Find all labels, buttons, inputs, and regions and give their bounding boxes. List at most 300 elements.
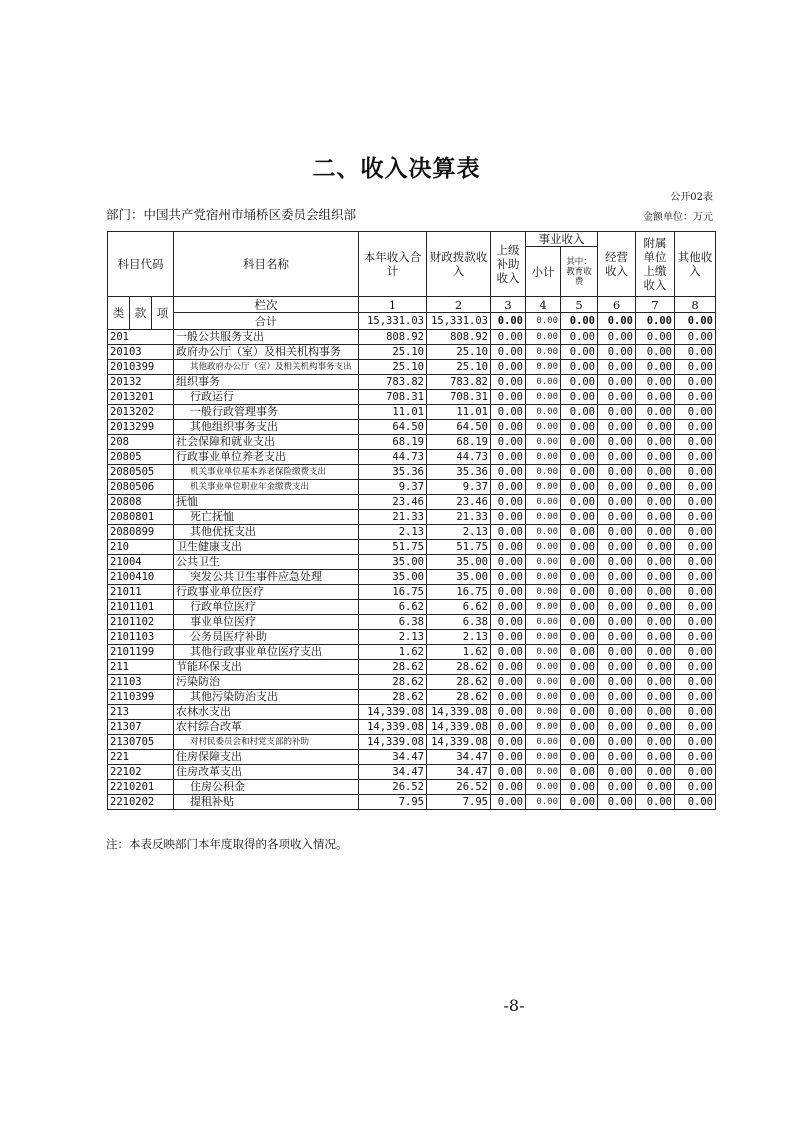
- row-fiscal: 34.47: [427, 750, 491, 765]
- row-superior: 0.00: [491, 705, 526, 720]
- table-row: [108, 645, 716, 660]
- row-affiliated: 0.00: [636, 750, 675, 765]
- header-other: 其他收入: [675, 232, 716, 297]
- row-affiliated: 0.00: [636, 765, 675, 780]
- row-education-fee: 0.00: [561, 735, 598, 750]
- row-name: 行政事业单位养老支出: [174, 450, 359, 465]
- row-name: 对村民委员会和村党支部的补助: [174, 735, 359, 750]
- row-operating: 0.00: [598, 450, 636, 465]
- row-education-fee: 0.00: [561, 585, 598, 600]
- header-fiscal: 财政拨款收入: [427, 232, 491, 297]
- row-other: 0.00: [675, 510, 716, 525]
- row-total: 783.82: [359, 375, 427, 390]
- row-fiscal: 35.36: [427, 465, 491, 480]
- row-total: 9.37: [359, 480, 427, 495]
- row-subtotal: 0.00: [526, 540, 561, 555]
- row-fiscal: 28.62: [427, 675, 491, 690]
- col-num: 6: [598, 297, 636, 313]
- row-other: 0.00: [675, 675, 716, 690]
- row-total: 28.62: [359, 675, 427, 690]
- row-code: 201: [108, 330, 174, 345]
- row-other: 0.00: [675, 645, 716, 660]
- row-code: 2013202: [108, 405, 174, 420]
- row-superior: 0.00: [491, 720, 526, 735]
- row-total: 16.75: [359, 585, 427, 600]
- row-education-fee: 0.00: [561, 690, 598, 705]
- row-superior: 0.00: [491, 360, 526, 375]
- summary-operating: 0.00: [598, 313, 636, 330]
- row-name: 行政运行: [174, 390, 359, 405]
- summary-subtotal: 0.00: [526, 313, 561, 330]
- table-row: [108, 765, 716, 780]
- row-operating: 0.00: [598, 765, 636, 780]
- row-code: 2010399: [108, 360, 174, 375]
- summary-superior: 0.00: [491, 313, 526, 330]
- row-code: 208: [108, 435, 174, 450]
- row-other: 0.00: [675, 540, 716, 555]
- row-education-fee: 0.00: [561, 720, 598, 735]
- row-affiliated: 0.00: [636, 345, 675, 360]
- row-name: 住房保障支出: [174, 750, 359, 765]
- row-name: 节能环保支出: [174, 660, 359, 675]
- row-subtotal: 0.00: [526, 645, 561, 660]
- row-fiscal: 6.38: [427, 615, 491, 630]
- row-total: 14,339.08: [359, 735, 427, 750]
- row-superior: 0.00: [491, 465, 526, 480]
- table-note: 注：本表反映部门本年度取得的各项收入情况。: [106, 837, 348, 851]
- table-row: [108, 345, 716, 360]
- row-name: 提租补贴: [174, 795, 359, 810]
- table-row: [108, 330, 716, 345]
- row-operating: 0.00: [598, 435, 636, 450]
- row-name: 一般公共服务支出: [174, 330, 359, 345]
- row-name: 社会保障和就业支出: [174, 435, 359, 450]
- row-fiscal: 7.95: [427, 795, 491, 810]
- table-row: [108, 360, 716, 375]
- row-affiliated: 0.00: [636, 795, 675, 810]
- table-row: [108, 630, 716, 645]
- row-education-fee: 0.00: [561, 375, 598, 390]
- row-subtotal: 0.00: [526, 345, 561, 360]
- row-fiscal: 808.92: [427, 330, 491, 345]
- page-number: -8-: [503, 996, 525, 1015]
- row-other: 0.00: [675, 795, 716, 810]
- table-row: [108, 525, 716, 540]
- table-row: [108, 465, 716, 480]
- summary-label: 合计: [174, 313, 359, 330]
- row-superior: 0.00: [491, 645, 526, 660]
- row-superior: 0.00: [491, 615, 526, 630]
- row-other: 0.00: [675, 750, 716, 765]
- table-row: [108, 480, 716, 495]
- row-operating: 0.00: [598, 360, 636, 375]
- header-item: 项: [152, 297, 174, 330]
- row-total: 35.00: [359, 570, 427, 585]
- row-name: 其他政府办公厅（室）及相关机构事务支出: [174, 360, 359, 375]
- row-superior: 0.00: [491, 570, 526, 585]
- row-superior: 0.00: [491, 585, 526, 600]
- table-row: [108, 540, 716, 555]
- row-affiliated: 0.00: [636, 360, 675, 375]
- row-education-fee: 0.00: [561, 450, 598, 465]
- row-education-fee: 0.00: [561, 480, 598, 495]
- row-affiliated: 0.00: [636, 405, 675, 420]
- row-education-fee: 0.00: [561, 465, 598, 480]
- row-total: 26.52: [359, 780, 427, 795]
- row-code: 2210202: [108, 795, 174, 810]
- row-code: 2101101: [108, 600, 174, 615]
- row-fiscal: 11.01: [427, 405, 491, 420]
- row-total: 2.13: [359, 630, 427, 645]
- row-code: 21004: [108, 555, 174, 570]
- row-other: 0.00: [675, 465, 716, 480]
- header-operating: 经营收入: [598, 232, 636, 297]
- row-subtotal: 0.00: [526, 600, 561, 615]
- row-fiscal: 708.31: [427, 390, 491, 405]
- row-affiliated: 0.00: [636, 450, 675, 465]
- row-name: 住房公积金: [174, 780, 359, 795]
- row-total: 1.62: [359, 645, 427, 660]
- row-total: 21.33: [359, 510, 427, 525]
- table-row: [108, 675, 716, 690]
- row-code: 2080506: [108, 480, 174, 495]
- row-superior: 0.00: [491, 735, 526, 750]
- row-superior: 0.00: [491, 795, 526, 810]
- row-code: 213: [108, 705, 174, 720]
- row-operating: 0.00: [598, 480, 636, 495]
- row-other: 0.00: [675, 525, 716, 540]
- row-operating: 0.00: [598, 690, 636, 705]
- row-name: 死亡抚恤: [174, 510, 359, 525]
- row-code: 2210201: [108, 780, 174, 795]
- row-operating: 0.00: [598, 795, 636, 810]
- row-education-fee: 0.00: [561, 435, 598, 450]
- row-other: 0.00: [675, 705, 716, 720]
- table-row: [108, 495, 716, 510]
- row-subtotal: 0.00: [526, 495, 561, 510]
- col-num: 3: [491, 297, 526, 313]
- row-subtotal: 0.00: [526, 750, 561, 765]
- row-other: 0.00: [675, 345, 716, 360]
- row-fiscal: 1.62: [427, 645, 491, 660]
- row-total: 64.50: [359, 420, 427, 435]
- row-operating: 0.00: [598, 660, 636, 675]
- row-total: 808.92: [359, 330, 427, 345]
- row-other: 0.00: [675, 450, 716, 465]
- row-operating: 0.00: [598, 555, 636, 570]
- table-row: [108, 795, 716, 810]
- row-superior: 0.00: [491, 555, 526, 570]
- row-subtotal: 0.00: [526, 375, 561, 390]
- row-operating: 0.00: [598, 345, 636, 360]
- row-education-fee: 0.00: [561, 765, 598, 780]
- row-operating: 0.00: [598, 390, 636, 405]
- table-row: [108, 750, 716, 765]
- row-other: 0.00: [675, 660, 716, 675]
- row-subtotal: 0.00: [526, 615, 561, 630]
- row-name: 其他污染防治支出: [174, 690, 359, 705]
- row-affiliated: 0.00: [636, 735, 675, 750]
- row-name: 组织事务: [174, 375, 359, 390]
- row-total: 68.19: [359, 435, 427, 450]
- row-operating: 0.00: [598, 615, 636, 630]
- row-education-fee: 0.00: [561, 525, 598, 540]
- row-affiliated: 0.00: [636, 600, 675, 615]
- row-total: 7.95: [359, 795, 427, 810]
- row-fiscal: 26.52: [427, 780, 491, 795]
- income-table: [107, 231, 716, 810]
- summary-education-fee: 0.00: [561, 313, 598, 330]
- row-code: 2110399: [108, 690, 174, 705]
- row-affiliated: 0.00: [636, 555, 675, 570]
- row-other: 0.00: [675, 570, 716, 585]
- row-affiliated: 0.00: [636, 720, 675, 735]
- row-name: 其他优抚支出: [174, 525, 359, 540]
- row-affiliated: 0.00: [636, 480, 675, 495]
- row-operating: 0.00: [598, 540, 636, 555]
- row-other: 0.00: [675, 585, 716, 600]
- row-other: 0.00: [675, 765, 716, 780]
- row-superior: 0.00: [491, 495, 526, 510]
- row-superior: 0.00: [491, 780, 526, 795]
- row-affiliated: 0.00: [636, 525, 675, 540]
- row-fiscal: 25.10: [427, 345, 491, 360]
- row-operating: 0.00: [598, 645, 636, 660]
- row-code: 20103: [108, 345, 174, 360]
- row-subtotal: 0.00: [526, 510, 561, 525]
- row-operating: 0.00: [598, 585, 636, 600]
- row-code: 2101102: [108, 615, 174, 630]
- col-num: 8: [675, 297, 716, 313]
- row-name: 机关事业单位基本养老保险缴费支出: [174, 465, 359, 480]
- table-row: [108, 660, 716, 675]
- row-operating: 0.00: [598, 405, 636, 420]
- row-subtotal: 0.00: [526, 675, 561, 690]
- col-num: 5: [561, 297, 598, 313]
- table-row: [108, 780, 716, 795]
- header-subtotal: 小计: [526, 247, 561, 297]
- row-name: 卫生健康支出: [174, 540, 359, 555]
- row-other: 0.00: [675, 720, 716, 735]
- row-other: 0.00: [675, 600, 716, 615]
- row-education-fee: 0.00: [561, 600, 598, 615]
- header-category: 类: [108, 297, 130, 330]
- row-fiscal: 21.33: [427, 510, 491, 525]
- row-fiscal: 25.10: [427, 360, 491, 375]
- row-total: 6.62: [359, 600, 427, 615]
- row-operating: 0.00: [598, 465, 636, 480]
- row-name: 农村综合改革: [174, 720, 359, 735]
- row-total: 25.10: [359, 360, 427, 375]
- row-superior: 0.00: [491, 375, 526, 390]
- row-total: 51.75: [359, 540, 427, 555]
- row-operating: 0.00: [598, 330, 636, 345]
- row-operating: 0.00: [598, 735, 636, 750]
- row-other: 0.00: [675, 375, 716, 390]
- row-fiscal: 14,339.08: [427, 720, 491, 735]
- row-superior: 0.00: [491, 420, 526, 435]
- row-total: 28.62: [359, 660, 427, 675]
- table-row: [108, 420, 716, 435]
- row-superior: 0.00: [491, 630, 526, 645]
- row-code: 2080801: [108, 510, 174, 525]
- row-name: 事业单位医疗: [174, 615, 359, 630]
- row-code: 2080899: [108, 525, 174, 540]
- row-affiliated: 0.00: [636, 540, 675, 555]
- summary-total: 15,331.03: [359, 313, 427, 330]
- row-superior: 0.00: [491, 510, 526, 525]
- row-other: 0.00: [675, 555, 716, 570]
- row-subtotal: 0.00: [526, 735, 561, 750]
- row-education-fee: 0.00: [561, 420, 598, 435]
- row-superior: 0.00: [491, 750, 526, 765]
- row-superior: 0.00: [491, 540, 526, 555]
- row-subtotal: 0.00: [526, 690, 561, 705]
- row-fiscal: 44.73: [427, 450, 491, 465]
- row-subtotal: 0.00: [526, 795, 561, 810]
- row-operating: 0.00: [598, 675, 636, 690]
- row-operating: 0.00: [598, 375, 636, 390]
- row-subtotal: 0.00: [526, 420, 561, 435]
- table-row: [108, 435, 716, 450]
- row-fiscal: 2.13: [427, 525, 491, 540]
- summary-row: [108, 313, 716, 330]
- page-title: 二、收入决算表: [312, 155, 481, 182]
- row-education-fee: 0.00: [561, 555, 598, 570]
- row-total: 11.01: [359, 405, 427, 420]
- row-total: 25.10: [359, 345, 427, 360]
- row-name: 行政单位医疗: [174, 600, 359, 615]
- row-education-fee: 0.00: [561, 705, 598, 720]
- row-education-fee: 0.00: [561, 675, 598, 690]
- row-education-fee: 0.00: [561, 345, 598, 360]
- department-label: 部门：中国共产党宿州市埇桥区委员会组织部: [106, 207, 357, 222]
- table-row: [108, 600, 716, 615]
- row-affiliated: 0.00: [636, 615, 675, 630]
- row-total: 708.31: [359, 390, 427, 405]
- row-name: 农林水支出: [174, 705, 359, 720]
- row-name: 公共卫生: [174, 555, 359, 570]
- table-row: [108, 585, 716, 600]
- row-subtotal: 0.00: [526, 465, 561, 480]
- row-other: 0.00: [675, 780, 716, 795]
- row-affiliated: 0.00: [636, 465, 675, 480]
- row-code: 2101103: [108, 630, 174, 645]
- header-superior: 上级补助收入: [491, 232, 526, 297]
- row-education-fee: 0.00: [561, 405, 598, 420]
- row-affiliated: 0.00: [636, 390, 675, 405]
- row-superior: 0.00: [491, 525, 526, 540]
- row-name: 住房改革支出: [174, 765, 359, 780]
- header-education-fee: 其中：教育收费: [561, 247, 598, 297]
- row-operating: 0.00: [598, 420, 636, 435]
- row-code: 2080505: [108, 465, 174, 480]
- row-subtotal: 0.00: [526, 555, 561, 570]
- row-education-fee: 0.00: [561, 540, 598, 555]
- row-operating: 0.00: [598, 495, 636, 510]
- row-other: 0.00: [675, 495, 716, 510]
- header-subject-code: 科目代码: [108, 232, 174, 297]
- row-code: 20808: [108, 495, 174, 510]
- table-row: [108, 720, 716, 735]
- row-subtotal: 0.00: [526, 435, 561, 450]
- row-education-fee: 0.00: [561, 360, 598, 375]
- row-name: 其他组织事务支出: [174, 420, 359, 435]
- row-other: 0.00: [675, 480, 716, 495]
- row-operating: 0.00: [598, 570, 636, 585]
- row-operating: 0.00: [598, 510, 636, 525]
- table-row: [108, 390, 716, 405]
- row-code: 2013299: [108, 420, 174, 435]
- row-superior: 0.00: [491, 345, 526, 360]
- table-row: [108, 690, 716, 705]
- col-num: 2: [427, 297, 491, 313]
- row-total: 34.47: [359, 750, 427, 765]
- row-education-fee: 0.00: [561, 570, 598, 585]
- amount-unit: 金额单位：万元: [643, 212, 713, 223]
- row-fiscal: 6.62: [427, 600, 491, 615]
- row-name: 其他行政事业单位医疗支出: [174, 645, 359, 660]
- row-superior: 0.00: [491, 765, 526, 780]
- row-total: 2.13: [359, 525, 427, 540]
- row-affiliated: 0.00: [636, 375, 675, 390]
- row-education-fee: 0.00: [561, 330, 598, 345]
- row-education-fee: 0.00: [561, 630, 598, 645]
- table-row: [108, 510, 716, 525]
- row-subtotal: 0.00: [526, 780, 561, 795]
- row-operating: 0.00: [598, 780, 636, 795]
- row-superior: 0.00: [491, 330, 526, 345]
- header-business: 事业收入: [526, 232, 598, 247]
- row-fiscal: 9.37: [427, 480, 491, 495]
- row-code: 2101199: [108, 645, 174, 660]
- row-affiliated: 0.00: [636, 585, 675, 600]
- row-name: 突发公共卫生事件应急处理: [174, 570, 359, 585]
- row-superior: 0.00: [491, 600, 526, 615]
- row-education-fee: 0.00: [561, 780, 598, 795]
- table-row: [108, 450, 716, 465]
- row-subtotal: 0.00: [526, 585, 561, 600]
- row-operating: 0.00: [598, 720, 636, 735]
- row-fiscal: 783.82: [427, 375, 491, 390]
- row-education-fee: 0.00: [561, 615, 598, 630]
- row-fiscal: 28.62: [427, 660, 491, 675]
- row-total: 28.62: [359, 690, 427, 705]
- row-operating: 0.00: [598, 525, 636, 540]
- row-education-fee: 0.00: [561, 645, 598, 660]
- row-code: 20805: [108, 450, 174, 465]
- summary-other: 0.00: [675, 313, 716, 330]
- row-name: 行政事业单位医疗: [174, 585, 359, 600]
- row-subtotal: 0.00: [526, 390, 561, 405]
- row-code: 221: [108, 750, 174, 765]
- row-name: 政府办公厅（室）及相关机构事务: [174, 345, 359, 360]
- row-fiscal: 28.62: [427, 690, 491, 705]
- table-row: [108, 375, 716, 390]
- row-other: 0.00: [675, 420, 716, 435]
- row-fiscal: 35.00: [427, 555, 491, 570]
- row-operating: 0.00: [598, 600, 636, 615]
- row-fiscal: 23.46: [427, 495, 491, 510]
- row-subtotal: 0.00: [526, 765, 561, 780]
- summary-affiliated: 0.00: [636, 313, 675, 330]
- row-code: 21103: [108, 675, 174, 690]
- table-row: [108, 570, 716, 585]
- row-subtotal: 0.00: [526, 360, 561, 375]
- row-affiliated: 0.00: [636, 495, 675, 510]
- row-total: 35.00: [359, 555, 427, 570]
- row-education-fee: 0.00: [561, 795, 598, 810]
